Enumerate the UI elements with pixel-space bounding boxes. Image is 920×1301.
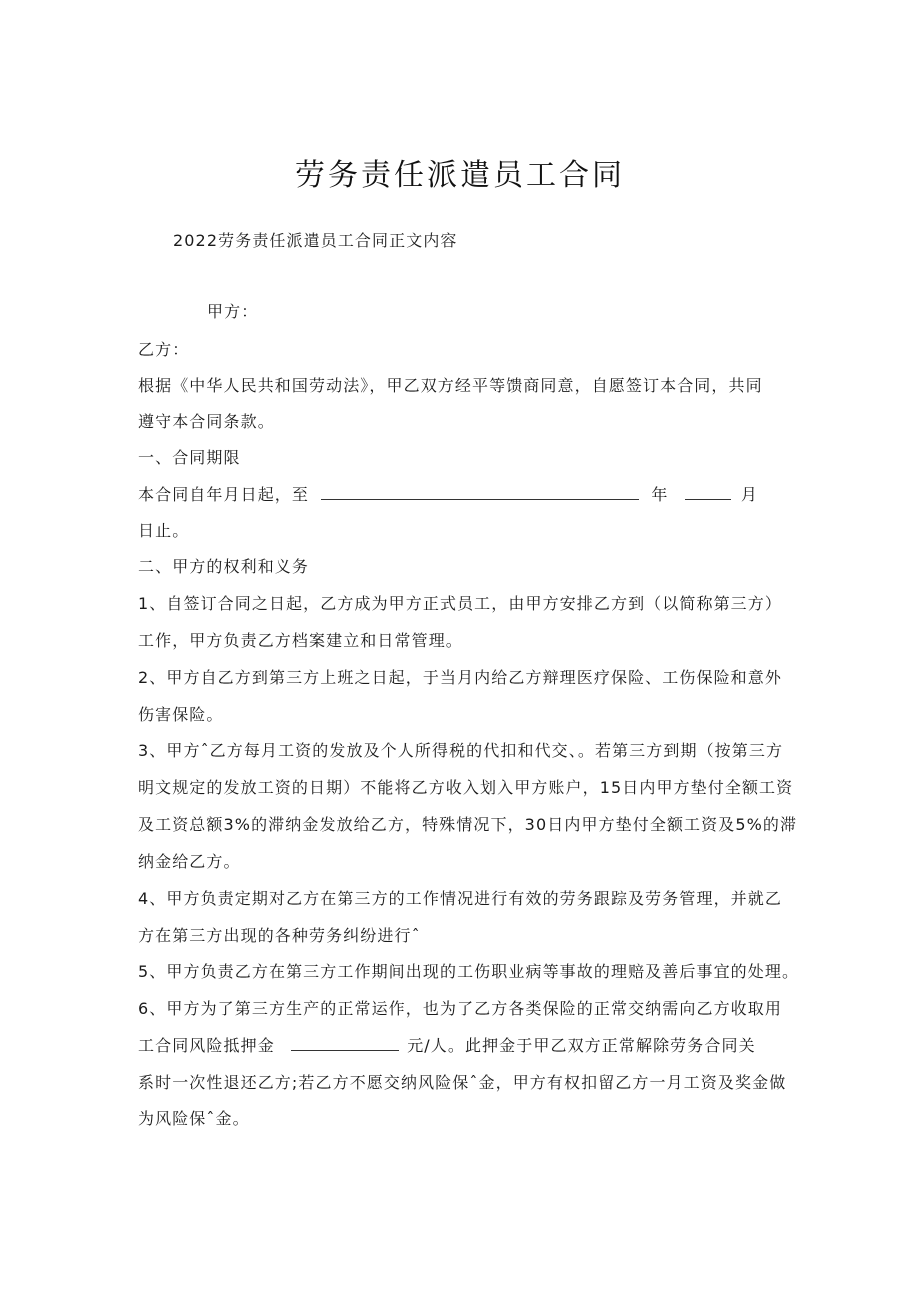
item-3-line-1: 3、甲方ˆ乙方每月工资的发放及个人所得税的代扣和代交、。若第三方到期（按第三方 [138, 741, 784, 760]
party-a-label: 甲方： [207, 302, 259, 321]
item-4-line-2: 方在第三方出现的各种劳务纠纷进行ˆ [138, 926, 421, 945]
item-1-line-2: 工作，甲方负责乙方档案建立和日常管理。 [138, 631, 463, 650]
section-heading-party-a: 二、甲方的权利和义务 [138, 557, 310, 576]
item-2-line-1: 2、甲方自乙方到第三方上班之日起，于当月内给乙方辩理医疗保险、工伤保险和意外 [138, 668, 782, 687]
item-4-line-1: 4、甲方负责定期对乙方在第三方的工作情况进行有效的劳务跟踪及劳务管理，并就乙 [138, 889, 782, 908]
item-5-line-1: 5、甲方负责乙方在第三方工作期间出现的工伤职业病等事故的理赔及善后事宜的处理。 [138, 962, 800, 981]
item-6-line-2 [138, 1036, 756, 1056]
item-2-line-2: 伤害保险。 [138, 705, 224, 724]
item-3-line-2: 明文规定的发放工资的日期）不能将乙方收入划入甲方账户，15日内甲方垫付全额工资 [138, 778, 794, 797]
term-month-blank[interactable] [685, 485, 731, 500]
item-3-line-4: 纳金给乙方。 [138, 852, 241, 871]
item-1-line-1: 1、自签订合同之日起，乙方成为甲方正式员工，由甲方安排乙方到（以简称第三方） [138, 594, 782, 613]
intro-line-1: 根据《中华人民共和国劳动法》，甲乙双方经平等馈商同意，自愿签订本合同，共同 [138, 376, 763, 395]
term-line [138, 485, 758, 505]
item-3-line-3: 及工资总额3%的滞纳金发放给乙方，特殊情况下，30日内甲方垫付全额工资及5%的滞 [138, 815, 798, 834]
deposit-amount-blank[interactable] [291, 1036, 399, 1051]
term-text-start: 本合同自年月日起，至 [138, 485, 310, 504]
item-6-line-4: 为风险保ˆ金。 [138, 1109, 250, 1128]
section-heading-term: 一、合同期限 [138, 448, 241, 467]
document-title: 劳务责任派遣员工合同 [295, 158, 625, 193]
item-6-line-3: 系时一次性退还乙方;若乙方不愿交纳风险保ˆ金，甲方有权扣留乙方一月工资及奖金做 [138, 1073, 787, 1092]
term-date-blank[interactable] [321, 485, 639, 500]
term-month-label: 月 [740, 485, 758, 504]
term-end-line: 日止。 [138, 521, 190, 540]
document-subtitle: 2022劳务责任派遣员工合同正文内容 [173, 231, 458, 250]
intro-line-2: 遵守本合同条款。 [138, 412, 275, 431]
deposit-text-rest: 元/人。此押金于甲乙双方正常解除劳务合同关 [407, 1036, 756, 1055]
deposit-label: 工合同风险抵押金 [138, 1036, 275, 1055]
item-6-line-1: 6、甲方为了第三方生产的正常运作，也为了乙方各类保险的正常交纳需向乙方收取用 [138, 999, 782, 1018]
term-year-label: 年 [651, 485, 669, 504]
party-b-label: 乙方： [138, 340, 190, 359]
